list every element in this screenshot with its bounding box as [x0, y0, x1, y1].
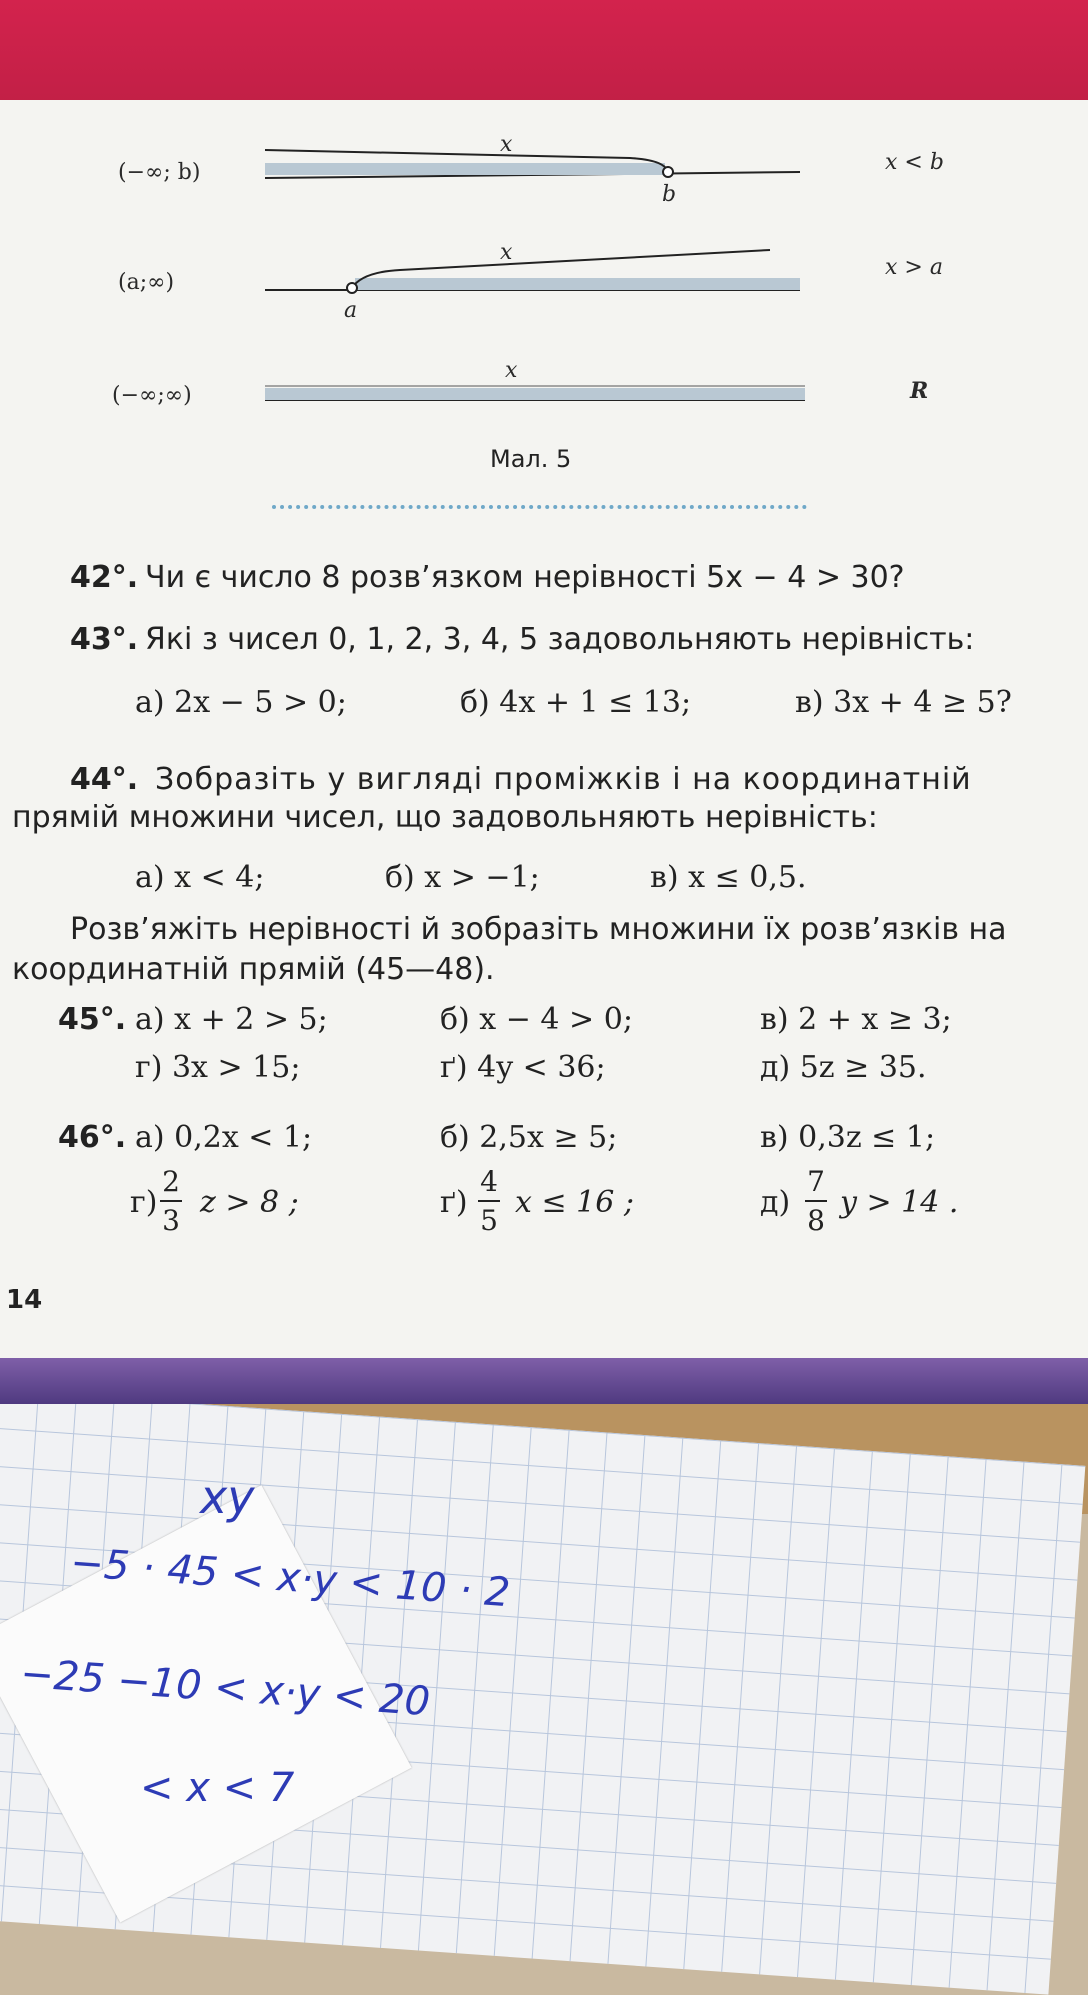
- problem-46-b: б) 2,5x ≥ 5;: [440, 1120, 618, 1155]
- problem-number-43: 43°.: [70, 622, 139, 657]
- condition-label-1: x < b: [885, 150, 944, 175]
- textbook-page: [0, 100, 1088, 1358]
- section-intro-line1: Розв’яжіть нерівності й зобразіть множини їх розв’язків на: [70, 912, 1007, 947]
- interval-label-3: (−∞;∞): [112, 383, 192, 408]
- problem-45-e: ґ) 4y < 36;: [440, 1050, 606, 1085]
- point-label-a: a: [344, 298, 358, 323]
- dotted-divider: [272, 505, 807, 509]
- figure-caption: Мал. 5: [490, 445, 572, 473]
- problem-text-43: Які з чисел 0, 1, 2, 3, 4, 5 задовольняють нерівність:: [145, 622, 975, 657]
- var-label-2: x: [500, 240, 513, 265]
- book-cover-edge: [0, 1358, 1088, 1404]
- problem-number-45: 45°.: [58, 1002, 127, 1037]
- interval-label-1: (−∞; b): [118, 160, 201, 185]
- open-point-b: [663, 167, 673, 177]
- var-label-3: x: [505, 358, 518, 383]
- problem-43-option-a: а) 2x − 5 > 0;: [135, 685, 347, 720]
- fraction-2-3: 2 3: [160, 1165, 182, 1237]
- fraction-4-5: 4 5: [478, 1165, 500, 1237]
- problem-43-option-c: в) 3x + 4 ≥ 5?: [795, 685, 1012, 720]
- problem-43-option-b: б) 4x + 1 ≤ 13;: [460, 685, 692, 720]
- problem-44-option-b: б) x > −1;: [385, 860, 540, 895]
- problem-45-b: б) x − 4 > 0;: [440, 1002, 633, 1037]
- problem-46-d-rest: z > 8 ;: [200, 1185, 299, 1220]
- handwriting-line-2: −5 · 45 < x·y < 10 · 2: [68, 1539, 512, 1617]
- problem-text-44-line2: прямій множини чисел, що задовольняють нерівність:: [12, 800, 878, 835]
- condition-label-3: R: [910, 378, 929, 404]
- problem-44-option-c: в) x ≤ 0,5.: [650, 860, 807, 895]
- handwriting-line-3: −25 −10 < x·y < 20: [18, 1650, 432, 1726]
- problem-46-e-label: ґ): [440, 1185, 468, 1220]
- problem-45-f: д) 5z ≥ 35.: [760, 1050, 927, 1085]
- open-point-a: [347, 283, 357, 293]
- shade-2: [355, 278, 800, 290]
- problem-46-a: а) 0,2x < 1;: [135, 1120, 313, 1155]
- page-number: 14: [6, 1285, 43, 1315]
- problem-46-d-label: г): [130, 1185, 158, 1220]
- shade-3: [265, 388, 805, 400]
- problem-46-c: в) 0,3z ≤ 1;: [760, 1120, 936, 1155]
- problem-text-42: Чи є число 8 розв’язком нерівності 5x − 4 > 30?: [145, 560, 905, 595]
- var-label-1: x: [500, 132, 513, 157]
- fraction-7-8: 7 8: [805, 1165, 827, 1237]
- problem-number-46: 46°.: [58, 1120, 127, 1155]
- handwriting-line-1: xy: [200, 1470, 255, 1524]
- shade-1: [265, 163, 665, 175]
- problem-45-c: в) 2 + x ≥ 3;: [760, 1002, 952, 1037]
- problem-45-d: г) 3x > 15;: [135, 1050, 301, 1085]
- problem-number-44: 44°.: [70, 762, 139, 797]
- problem-text-44-line1: Зобразіть у вигляді проміжків і на координатній: [155, 762, 972, 797]
- problem-44-option-a: а) x < 4;: [135, 860, 265, 895]
- section-intro-line2: координатній прямій (45—48).: [12, 952, 495, 987]
- interval-label-2: (a;∞): [118, 270, 175, 295]
- problem-46-e-rest: x ≤ 16 ;: [515, 1185, 634, 1220]
- problem-number-42: 42°.: [70, 560, 139, 595]
- point-label-b: b: [662, 182, 677, 207]
- condition-label-2: x > a: [885, 255, 943, 280]
- handwriting-line-4: < x < 7: [140, 1765, 295, 1811]
- problem-46-f-label: д): [760, 1185, 791, 1220]
- problem-45-a: а) x + 2 > 5;: [135, 1002, 328, 1037]
- problem-46-f-rest: y > 14 .: [840, 1185, 959, 1220]
